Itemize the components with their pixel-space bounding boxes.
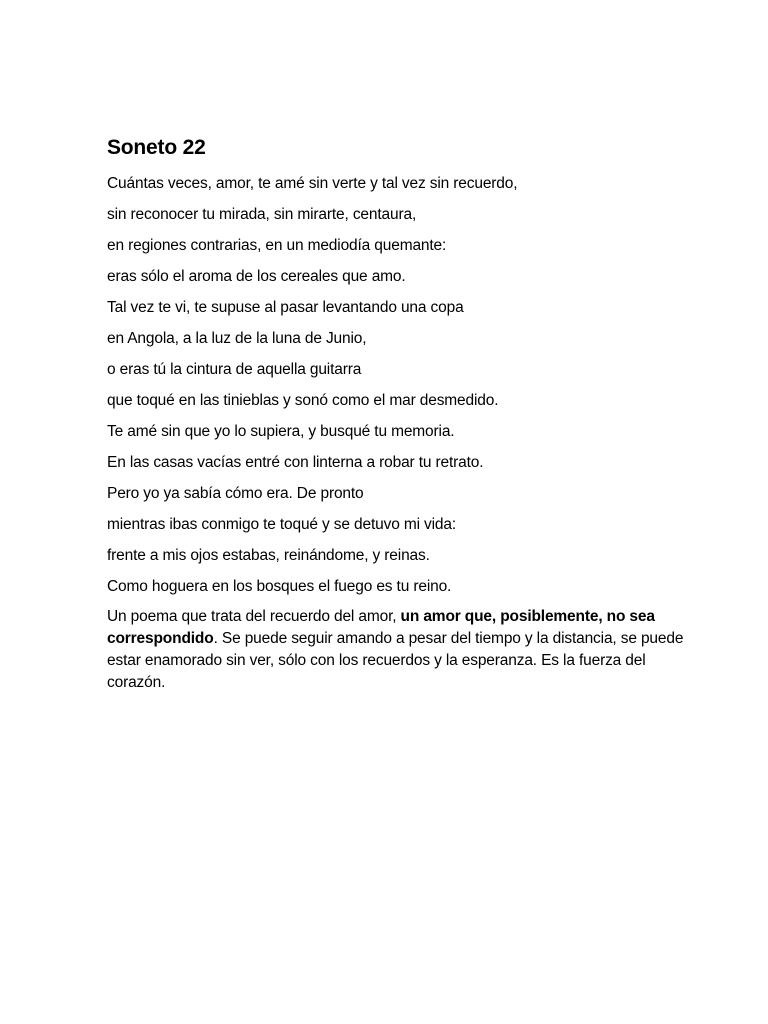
poem-verses [107, 174, 687, 597]
commentary-emphasis: un amor que, posiblemente, no sea correspondido [107, 608, 655, 647]
poem-commentary [107, 606, 687, 694]
verse-line: eras sólo el aroma de los cereales que amo. [107, 268, 406, 285]
verse-line: en Angola, a la luz de la luna de Junio, [107, 330, 367, 347]
verse-line: Te amé sin que yo lo supiera, y busqué tu memoria. [107, 423, 455, 440]
document-page [107, 134, 687, 694]
verse-line: En las casas vacías entré con linterna a robar tu retrato. [107, 454, 484, 471]
commentary-rest: . Se puede seguir amando a pesar del tiempo y la distancia, se puede estar enamorado sin ver, sólo con los recuerdos y la esperanza. Es la fuerza del corazón. [107, 630, 684, 691]
verse-line: o eras tú la cintura de aquella guitarra [107, 361, 362, 378]
verse-line: Cuántas veces, amor, te amé sin verte y tal vez sin recuerdo, [107, 175, 518, 192]
verse-line: Como hoguera en los bosques el fuego es tu reino. [107, 578, 452, 595]
poem-title: Soneto 22 [107, 136, 206, 159]
verse-line: Pero yo ya sabía cómo era. De pronto [107, 485, 364, 502]
verse-line: en regiones contrarias, en un mediodía quemante: [107, 237, 447, 254]
commentary-lead: Un poema que trata del recuerdo del amor, [107, 608, 401, 625]
verse-line: mientras ibas conmigo te toqué y se detuvo mi vida: [107, 516, 457, 533]
verse-line: frente a mis ojos estabas, reinándome, y reinas. [107, 547, 430, 564]
verse-line: que toqué en las tinieblas y sonó como el mar desmedido. [107, 392, 499, 409]
verse-line: Tal vez te vi, te supuse al pasar levantando una copa [107, 299, 464, 316]
verse-line: sin reconocer tu mirada, sin mirarte, centaura, [107, 206, 417, 223]
